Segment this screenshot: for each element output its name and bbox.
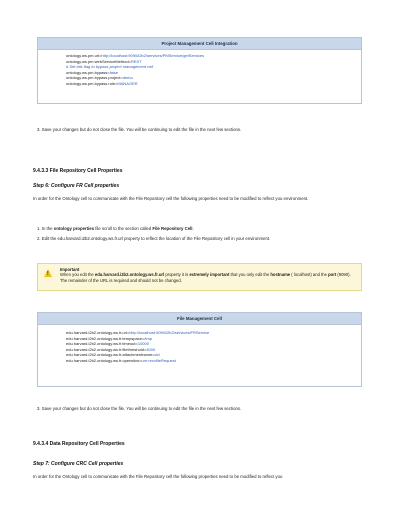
warning-icon-glyph: ! [47,270,49,277]
important-note-title: Important [60,267,80,272]
fr-config-box [37,312,362,387]
code-comment-text: # Set this flag to bypass project management cell [66,64,154,70]
note-bold: extremely important [189,272,230,278]
code-line [66,81,355,87]
note-text: that you only edit the [229,272,271,278]
note-text: (9090). The remainder of the URL is required and should not be changed. [60,272,351,283]
code-value: demo [122,75,133,81]
save-step-text-2: 3. Save your changes but do not close the file. You will be continuing to edit the file in the next few sections. [37,406,242,411]
step-text: . [192,226,194,231]
save-step-text: 3. Save your changes but do not close the file. You will be continuing to edit the file in the next few sections. [37,127,242,132]
note-bold: hostname [270,272,291,278]
code-value: urn:recvfileRequest [141,357,176,363]
step-text: file scroll to the section called [94,226,153,231]
code-value: 4000 [146,346,156,352]
code-value: /tmp [144,335,153,341]
pm-config-code [38,50,361,87]
step-heading-fr: Step 6: Configure FR Cell properties [33,183,120,189]
note-bold: edu.harvard.i2b2.ontology.ws.fr.url [94,272,165,278]
fr-step-2: 2. Edit the edu.harvard.i2b2.ontology.ws.fr.url property to reflect the location of the File Repository cell in your environment. [37,236,271,241]
fr-intro-text: In order for the Ontology cell to communicate with the File Repository cell the following properties need to be modified to reflect you environment. [33,196,309,201]
code-value: http://localhost:9090/i2b2/services/FRService [129,330,210,335]
code-value: false [109,69,119,75]
code-key: ontology.ws.pm.bypass.role= [66,80,118,86]
step-bold-text: File Repository Cell [152,226,193,231]
fr-config-code [38,325,361,364]
step-text: 1. In the [37,226,54,231]
code-key: ontology.ws.pm.bypass.project= [66,75,123,81]
code-key: edu.harvard.i2b2.ontology.ws.fr.tempspace= [66,335,145,341]
code-key: ontology.ws.pm.bypass= [66,69,110,75]
fr-config-box-title: File Management Cell [38,313,361,325]
important-note-text [60,267,356,283]
pm-config-box [37,37,362,104]
code-key: edu.harvard.i2b2.ontology.ws.fr.timeout= [66,341,138,347]
warning-icon [44,269,52,277]
code-line [66,358,355,364]
code-key: edu.harvard.i2b2.ontology.ws.fr.attachmentname= [66,352,155,358]
code-key: edu.harvard.i2b2.ontology.ws.fr.filethreshold= [66,346,147,352]
code-value: REST [130,58,142,64]
code-value: MANAGER [117,80,138,86]
step-bold-text: ontology properties [53,226,95,231]
code-value: cid [154,352,160,358]
note-text: property it is [164,272,190,278]
code-value: http://localhost:9090/i2b2/services/PMService/getServices [101,53,205,58]
section-heading-fr: 9.4.3.3 File Repository Cell Properties [33,168,123,174]
crc-intro-text: In order for the Ontology cell to communicate with the File Repository cell the following properties need to be modified to reflect you [33,474,283,479]
note-text: ( localhost) and the [290,272,329,278]
code-key: ontology.ws.pm.url= [66,53,102,58]
code-key: edu.harvard.i2b2.ontology.ws.fr.url= [66,330,130,335]
important-note [37,263,362,291]
code-key: ontology.ws.pm.webServiceMethod= [66,58,131,64]
section-heading-crc: 9.4.3.4 Data Repository Cell Properties [33,441,125,447]
pm-config-box-title: Project Management Cell Integration [38,38,361,50]
note-text: When you edit the [60,272,95,278]
note-bold: port [328,272,337,278]
code-key: edu.harvard.i2b2.ontology.ws.fr.operation= [66,357,142,363]
code-value: 10000 [137,341,149,347]
step-heading-crc: Step 7: Configure CRC Cell properties [33,461,124,467]
fr-step-1 [37,226,367,232]
